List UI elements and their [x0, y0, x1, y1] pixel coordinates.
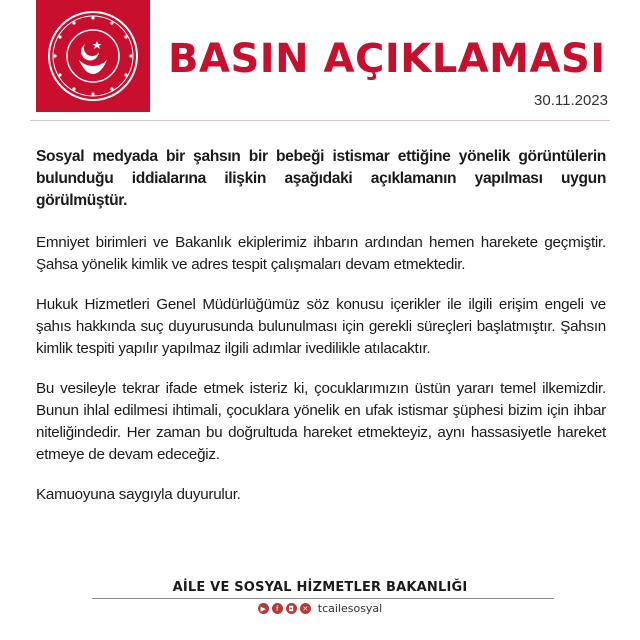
header-divider: [30, 120, 610, 121]
lead-paragraph: Sosyal medyada bir şahsın bir bebeği istismar ettiğine yönelik görüntülerin bulunduğu iddialarına ilişkin aşağıdaki açıklamanın yapılması uygun görülmüştür.: [36, 148, 606, 209]
footer-divider: [92, 598, 554, 599]
youtube-icon[interactable]: ▶: [258, 603, 269, 614]
closing-paragraph: Kamuoyuna saygıyla duyurulur.: [36, 486, 241, 503]
x-icon[interactable]: ✕: [300, 603, 311, 614]
ministry-logo: [36, 0, 150, 112]
instagram-icon[interactable]: ◘: [286, 603, 297, 614]
social-handle[interactable]: tcailesosyal: [317, 602, 383, 615]
press-release-body: [36, 146, 606, 524]
facebook-icon[interactable]: f: [272, 603, 283, 614]
paragraph: Bu vesileyle tekrar ifade etmek isteriz ki, çocuklarımızın üstün yararı temel ilkemizdir. Bunun ihlal edilmesi ihtimali, çocuklara yönelik en ufak istismar şüphesi bizim için ihbar niteliğindedir. Her zaman bu doğrultuda hareket etmekteyiz, aynı hassasiyetle hareket etmeye de devam edeceğiz.: [36, 380, 606, 463]
paragraph: Emniyet birimleri ve Bakanlık ekiplerimiz ihbarın ardından hemen harekete geçmiştir. Şahsa yönelik kimlik ve adres tespit çalışmaları devam etmektedir.: [36, 234, 606, 273]
paragraph: Hukuk Hizmetleri Genel Müdürlüğümüz söz konusu içerikler ile ilgili erişim engeli ve şahıs hakkında suç duyurusunda bulunulması için gerekli süreçleri başlatmıştır. Şahsın kimlik tespiti yapılır yapılmaz ilgili adımlar ivedilikle atılacaktır.: [36, 296, 606, 357]
publication-date: 30.11.2023: [534, 92, 608, 109]
social-links: [0, 602, 640, 615]
page-title: BASIN AÇIKLAMASI: [168, 36, 606, 82]
ministry-name: AİLE VE SOSYAL HİZMETLER BAKANLIĞI: [172, 580, 468, 595]
ministry-emblem-icon: [45, 8, 141, 104]
